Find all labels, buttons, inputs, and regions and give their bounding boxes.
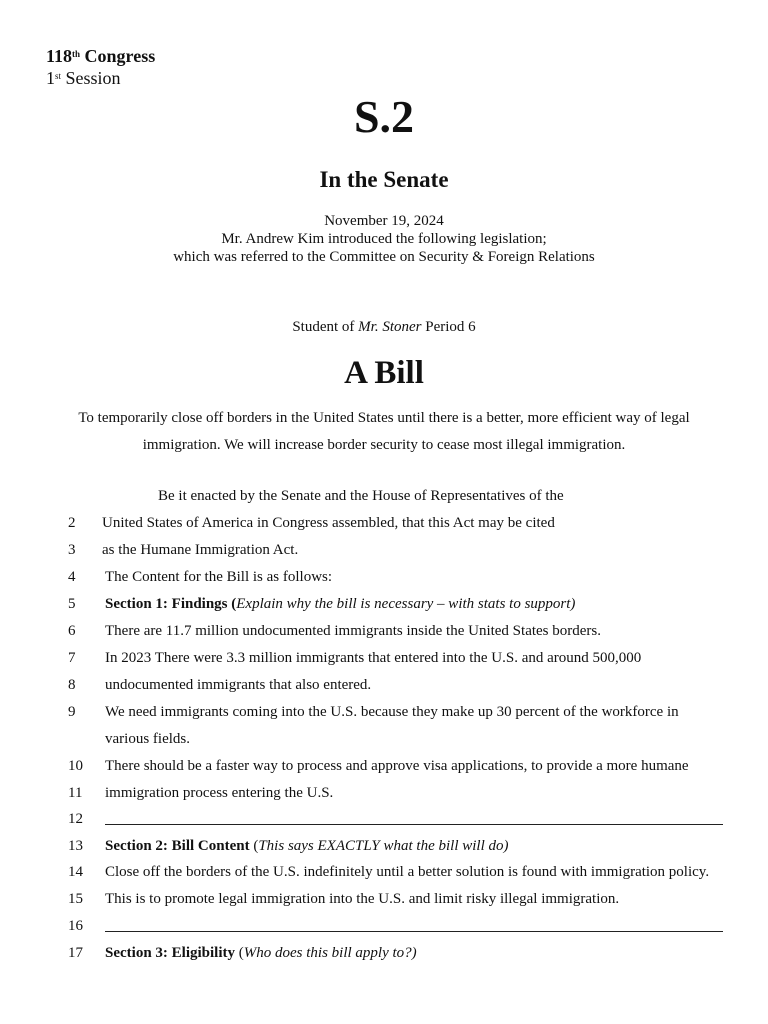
chamber-heading: In the Senate — [319, 167, 449, 192]
intro-referral: which was referred to the Committee on Security & Foreign Relations — [173, 249, 595, 265]
section-divider — [105, 931, 723, 932]
line-number: 9 — [68, 704, 76, 720]
section-2-heading — [105, 838, 509, 855]
bill-line — [0, 569, 768, 596]
line-text: The Content for the Bill is as follows: — [105, 569, 333, 585]
bill-line — [0, 758, 768, 785]
line-text: immigration process entering the U.S. — [105, 785, 334, 801]
line-text: undocumented immigrants that also entered. — [105, 677, 372, 693]
session-word: Session — [61, 68, 121, 88]
line-text: There are 11.7 million undocumented immigrants inside the United States borders. — [105, 623, 601, 639]
enacting-clause: Be it enacted by the Senate and the House of Representatives of the — [158, 488, 564, 504]
line-number: 10 — [68, 758, 83, 774]
line-text: United States of America in Congress assembled, that this Act may be cited — [102, 515, 555, 531]
bill-line — [0, 918, 768, 945]
line-number: 13 — [68, 838, 83, 854]
bill-line — [0, 596, 768, 623]
section-1-heading — [105, 596, 575, 613]
intro-sponsor: Mr. Andrew Kim introduced the following legislation; — [221, 231, 547, 247]
session-ordinal: st — [55, 71, 62, 81]
line-number: 5 — [68, 596, 76, 612]
student-period: Period 6 — [421, 319, 476, 335]
line-number: 16 — [68, 918, 83, 934]
congress-number: 118 — [46, 46, 73, 66]
line-number: 6 — [68, 623, 76, 639]
bill-purpose: To temporarily close off borders in the United States until there is a better, more efficient way of legal immigration. We will increase border security to cease most illegal immigration. — [78, 410, 690, 453]
line-number: 2 — [68, 515, 76, 531]
student-line — [0, 319, 768, 336]
bill-line — [0, 785, 768, 812]
line-number: 3 — [68, 542, 76, 558]
line-number: 7 — [68, 650, 76, 666]
line-number: 12 — [68, 811, 83, 827]
line-number: 11 — [68, 785, 83, 801]
section-1-title: Section 1: Findings ( — [105, 596, 237, 612]
session-label — [46, 67, 155, 89]
introduction-block — [0, 212, 768, 266]
line-text: as the Humane Immigration Act. — [102, 542, 299, 558]
line-text: In 2023 There were 3.3 million immigrants that entered into the U.S. and around 500,000 — [105, 650, 642, 666]
bill-line — [0, 650, 768, 677]
intro-date: November 19, 2024 — [324, 213, 444, 229]
bill-line — [0, 864, 768, 891]
section-3-paren: ( — [235, 945, 244, 961]
line-number: 17 — [68, 945, 83, 961]
teacher-name: Mr. Stoner — [358, 319, 422, 335]
bill-heading: A Bill — [344, 355, 424, 391]
line-text: This is to promote legal immigration into the U.S. and limit risky illegal immigration. — [105, 891, 620, 907]
bill-line — [0, 623, 768, 650]
congress-session-header — [46, 45, 155, 89]
line-number: 8 — [68, 677, 76, 693]
line-text: We need immigrants coming into the U.S. because they make up 30 percent of the workforce in — [105, 704, 679, 720]
section-3-note: Who does this bill apply to?) — [243, 945, 417, 961]
line-text: Close off the borders of the U.S. indefinitely until a better solution is found with immigration policy. — [105, 864, 710, 880]
section-3-heading — [105, 945, 417, 962]
section-divider — [105, 824, 723, 825]
bill-line — [0, 891, 768, 918]
bill-line — [0, 731, 768, 758]
congress-label — [46, 45, 155, 67]
congress-word: Congress — [80, 46, 156, 66]
bill-line — [0, 811, 768, 838]
section-2-title: Section 2: Bill Content — [105, 838, 250, 854]
section-2-note: This says EXACTLY what the bill will do) — [258, 838, 509, 854]
line-number: 15 — [68, 891, 83, 907]
bill-line — [0, 542, 768, 569]
session-number: 1 — [46, 68, 55, 88]
line-number: 14 — [68, 864, 83, 880]
section-2-paren: ( — [249, 838, 259, 854]
bill-line — [0, 838, 768, 865]
section-3-title: Section 3: Eligibility — [105, 945, 236, 961]
bill-line — [0, 515, 768, 542]
line-text: various fields. — [105, 731, 190, 747]
bill-line — [0, 704, 768, 731]
congress-ordinal: th — [72, 49, 81, 59]
student-prefix: Student of — [292, 319, 359, 335]
section-1-note: Explain why the bill is necessary – with stats to support) — [236, 596, 576, 612]
bill-line — [0, 677, 768, 704]
bill-line — [0, 945, 768, 972]
line-number: 4 — [68, 569, 76, 585]
line-text: There should be a faster way to process and approve visa applications, to provide a more humane — [105, 758, 689, 774]
bill-number: S.2 — [353, 91, 415, 142]
